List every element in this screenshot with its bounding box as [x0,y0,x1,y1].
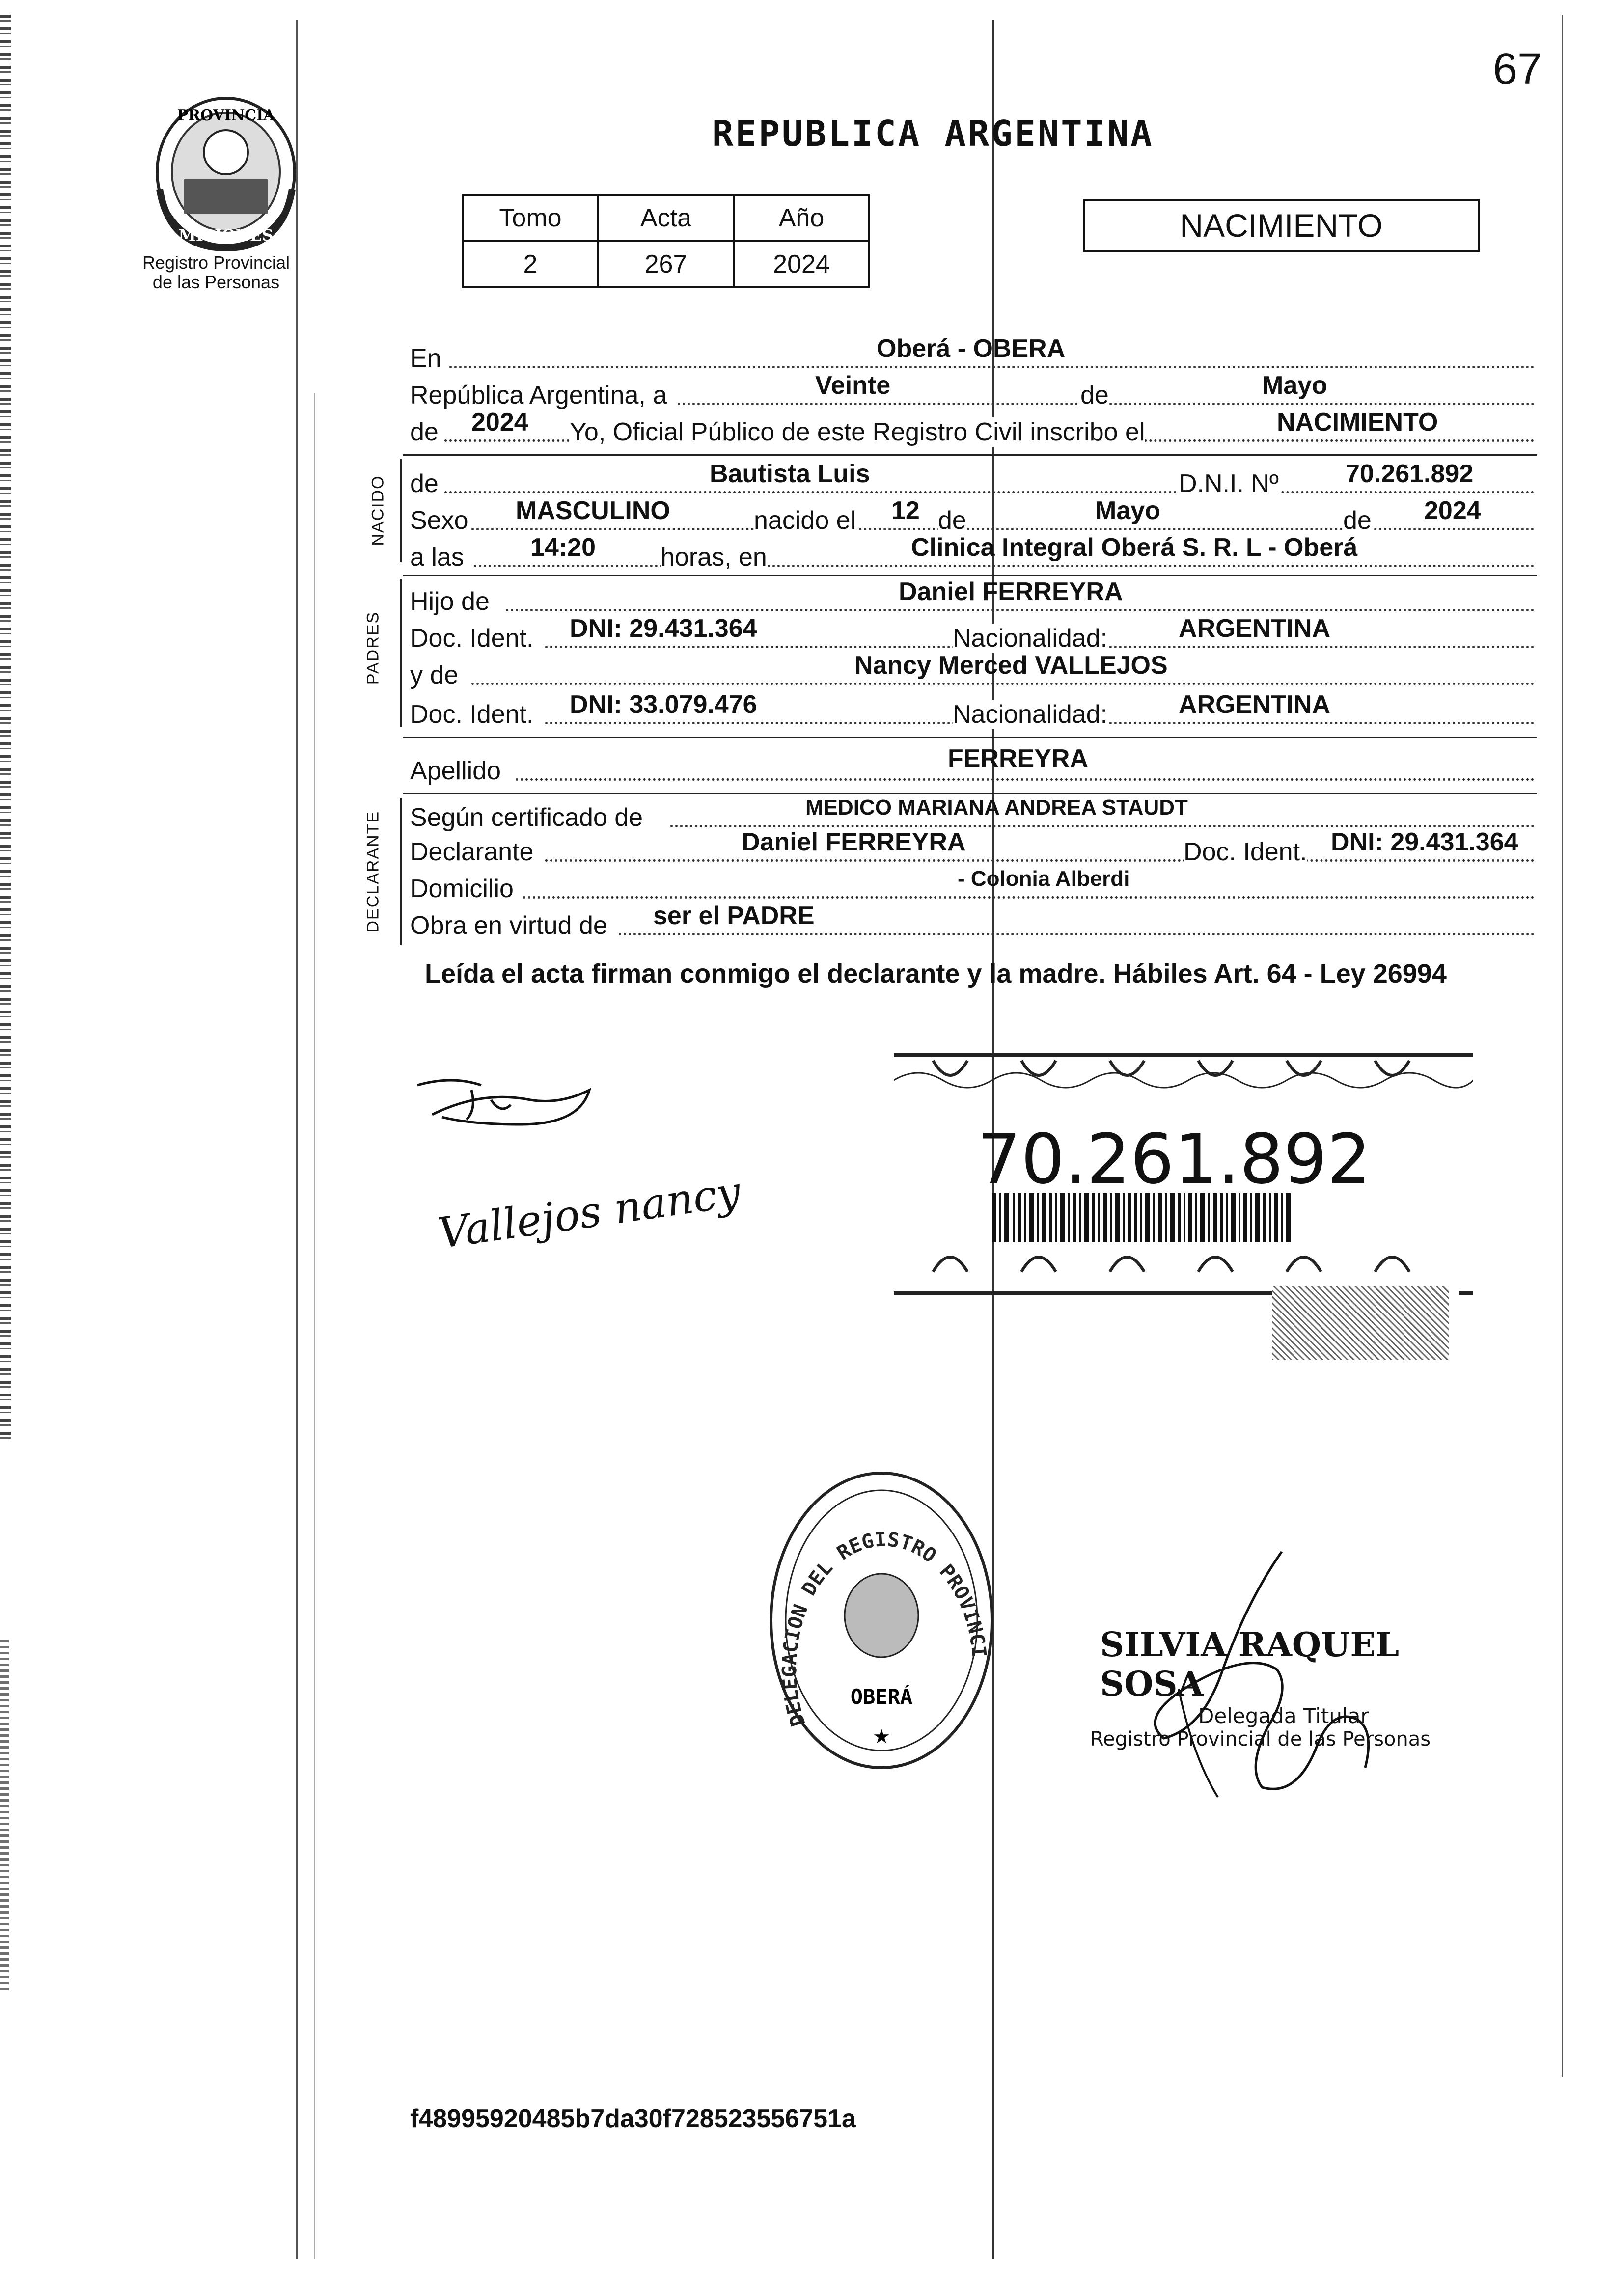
side-label-padres: PADRES [363,611,383,685]
official-signature-stroke [1120,1542,1513,1819]
label-certificado: Según certificado de [410,803,643,832]
label-nacionalidad: Nacionalidad: [953,700,1108,729]
margin-line [314,393,315,2259]
section-bracket [400,798,402,945]
dotted-line [471,683,1535,685]
label-de: de [1343,506,1372,535]
official-name: SILVIA RAQUEL SOSA [1100,1625,1400,1704]
label-declarante: Declarante [410,838,534,866]
value-birth-month: Mayo [1095,496,1160,525]
table-cell: 267 [598,241,734,287]
value-mother: Nancy Merced VALLEJOS [854,651,1168,680]
section-divider [403,793,1537,794]
label-domicilio: Domicilio [410,875,514,903]
dotted-line [444,491,1535,493]
label-obra: Obra en virtud de [410,911,607,940]
value-birth-day: 12 [891,496,920,525]
section-divider [403,454,1537,456]
label-doc-ident: Doc. Ident. [410,700,534,729]
dotted-line [545,859,1535,862]
closing-text: Leída el acta firman conmigo el declarante y la madre. Hábiles Art. 64 - Ley 26994 [425,959,1447,988]
section-bracket [400,459,402,562]
dotted-line [449,366,1535,368]
section-bracket [400,579,402,727]
value-father: Daniel FERREYRA [899,577,1123,606]
value-declarant-doc: DNI: 29.431.364 [1331,828,1518,856]
country-title: REPUBLICA ARGENTINA [712,113,1154,154]
label-nacionalidad: Nacionalidad: [953,624,1108,653]
svg-text:MISIONES: MISIONES [178,226,274,245]
stamp-outer-text: DELEGACION DEL REGISTRO PROVINCI [778,1528,991,1729]
value-mother-doc: DNI: 33.079.476 [570,690,757,719]
value-father-doc: DNI: 29.431.364 [570,614,757,643]
official-office: Registro Provincial de las Personas [1090,1728,1431,1751]
barcode-number: 70.261.892 [977,1120,1371,1200]
label-doc-ident: Doc. Ident. [410,624,534,653]
security-pattern [1272,1286,1449,1360]
label-de: de [410,418,439,446]
label-horas-en: horas, en [661,543,767,572]
label-hijo-de: Hijo de [410,587,490,616]
table-header: Tomo [463,195,598,241]
label-en: En [410,344,441,373]
signature-mother: Vallejos nancy [435,1167,744,1259]
label-a-las: a las [410,543,464,572]
dotted-line [523,896,1535,899]
value-father-nationality: ARGENTINA [1179,614,1331,643]
registry-table [462,194,870,288]
value-inscribe: NACIMIENTO [1277,408,1438,437]
value-certificate: MEDICO MARIANA ANDREA STAUDT [805,795,1188,820]
label-de: de [410,469,439,498]
section-divider [403,737,1537,738]
side-label-nacido: NACIDO [368,475,387,546]
dotted-line [474,565,1535,567]
barcode-block [894,1046,1473,1321]
official-role: Delegada Titular [1198,1704,1369,1728]
dotted-line [506,609,1535,611]
label-apellido: Apellido [410,757,501,785]
logo-caption: Registro Provincial de las Personas [142,252,290,292]
label-oficial: Yo, Oficial Público de este Registro Civil inscribo el [570,418,1145,446]
scan-edge-artifact [0,15,11,1439]
label-de: de [1080,381,1109,410]
value-reason: ser el PADRE [653,902,815,930]
margin-line [1562,15,1563,2077]
margin-line [296,20,298,2259]
value-time: 14:20 [530,533,596,562]
value-child-name: Bautista Luis [710,460,870,488]
value-declarant: Daniel FERREYRA [742,828,966,856]
table-header: Año [734,195,869,241]
document-hash: f48995920485b7da30f728523556751a [410,2105,856,2133]
value-surname: FERREYRA [948,744,1089,773]
value-birth-year: 2024 [1424,496,1481,525]
svg-text:★: ★ [873,1726,890,1748]
official-stamp [766,1468,997,1773]
act-type-box: NACIMIENTO [1083,199,1480,252]
label-republica: República Argentina, a [410,381,667,410]
value-year: 2024 [471,408,528,437]
dotted-line [619,933,1535,935]
value-dni: 70.261.892 [1346,460,1474,488]
value-place: Oberá - OBERA [877,334,1066,363]
value-sex: MASCULINO [516,496,670,525]
label-nacido-el: nacido el [754,506,856,535]
signature-father [413,1070,599,1137]
label-sexo: Sexo [410,506,468,535]
value-day: Veinte [815,371,891,400]
table-cell: 2 [463,241,598,287]
scan-edge-artifact [0,1640,9,1994]
value-month: Mayo [1262,371,1327,400]
page-number: 67 [1493,45,1542,94]
side-label-declarante: DECLARANTE [363,810,383,933]
table-header: Acta [598,195,734,241]
dotted-line [471,528,1535,530]
value-address: - Colonia Alberdi [958,867,1130,891]
label-y-de: y de [410,661,459,689]
value-mother-nationality: ARGENTINA [1179,690,1331,719]
dotted-line [516,778,1535,781]
label-doc-ident: Doc. Ident. [1184,838,1307,866]
label-de: de [938,506,966,535]
svg-text:PROVINCIA: PROVINCIA [177,107,275,124]
stamp-city: OBERÁ [850,1685,913,1709]
value-birth-place: Clinica Integral Oberá S. R. L - Oberá [911,533,1358,562]
table-cell: 2024 [734,241,869,287]
label-dni: D.N.I. Nº [1179,469,1279,498]
section-divider [403,575,1537,576]
province-logo [150,91,302,253]
